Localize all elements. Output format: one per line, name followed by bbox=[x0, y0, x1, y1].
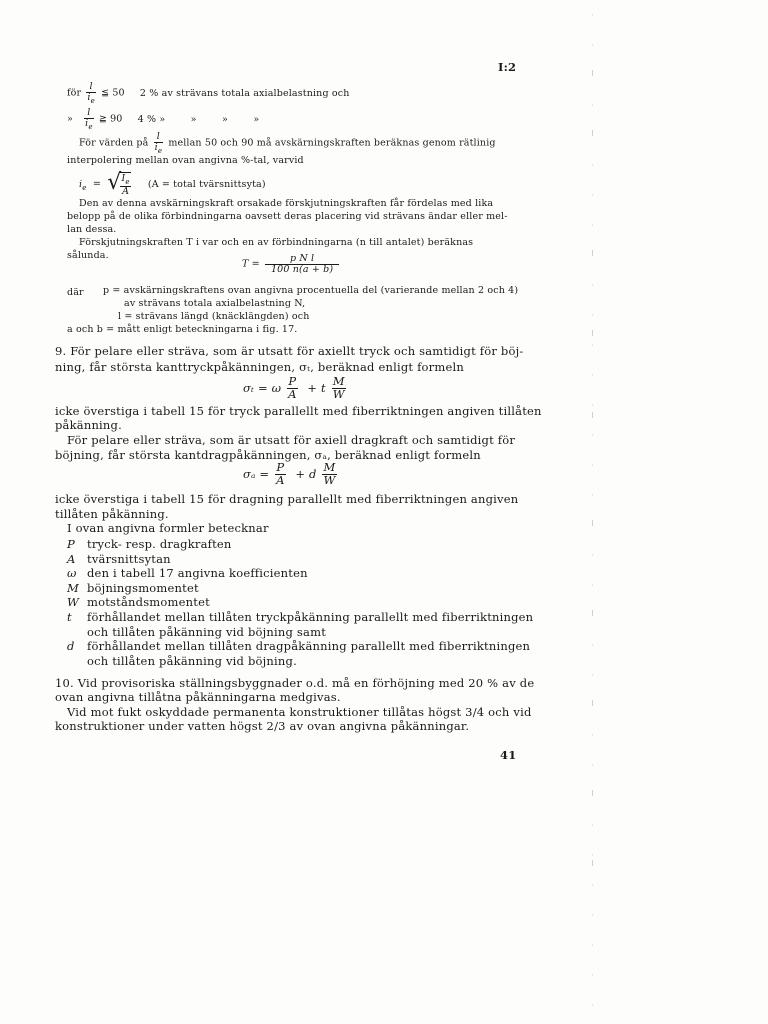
ratio-condition-line-1 bbox=[67, 82, 349, 104]
interpolation-line bbox=[79, 132, 496, 154]
f2-M: M bbox=[323, 460, 336, 474]
fraction-denominator: i bbox=[87, 91, 91, 103]
ratio-condition-line-2 bbox=[67, 108, 259, 130]
ratio-relation-2: ≧ 90 bbox=[98, 113, 123, 125]
scan-speck bbox=[592, 860, 593, 866]
ie-numerator-sub: e bbox=[125, 177, 130, 186]
definition-text: den i tabell 17 angivna koefficienten bbox=[87, 566, 308, 581]
scan-speck bbox=[592, 610, 593, 616]
definition-symbol: A bbox=[67, 551, 76, 566]
ie-base: i bbox=[79, 178, 83, 190]
paragraph-1-line-1: Den av denna avskärningskraft orsakade förskjutningskraften får fördelas med lika bbox=[79, 198, 494, 209]
ie-fraction bbox=[120, 174, 130, 196]
fraction-numerator-3: l bbox=[156, 131, 160, 142]
section-10-line-2: ovan angivna tillåtna påkänningarna medgivas. bbox=[55, 690, 341, 704]
ratio-relation-1: ≦ 50 bbox=[101, 87, 125, 99]
where-l-line: l = strävans längd (knäcklängden) och bbox=[118, 311, 310, 322]
f1-P-over-A bbox=[287, 376, 298, 400]
section-9-line-9: I ovan angivna formler betecknar bbox=[67, 521, 269, 535]
paragraph-1-line-3: lan dessa. bbox=[67, 224, 117, 235]
scan-speck bbox=[592, 520, 593, 526]
section-10-line-4: konstruktioner under vatten högst 2/3 av ovan angivna påkänningar. bbox=[55, 719, 470, 733]
fraction-denominator-2: i bbox=[85, 117, 89, 129]
section-9-line-5: För pelare eller sträva, som är utsatt för axiell dragkraft och samtidigt för bbox=[67, 433, 516, 447]
definition-text: tryck- resp. dragkraften bbox=[87, 537, 232, 551]
slenderness-fraction-2 bbox=[84, 108, 94, 130]
section-10-line-1: 10. Vid provisoriska ställningsbyggnader o.d. må en förhöjning med 20 % av de bbox=[55, 676, 535, 690]
definition-symbol: ω bbox=[67, 566, 77, 581]
scan-speck bbox=[592, 130, 593, 136]
fraction-denominator-sub-3: e bbox=[157, 146, 163, 155]
definition-text: förhållandet mellan tillåten dragpåkänning parallellt med fiberriktningen bbox=[87, 639, 531, 654]
T-lhs: T = bbox=[242, 258, 260, 270]
definition-symbol: W bbox=[67, 595, 80, 610]
definition-row bbox=[67, 625, 533, 640]
where-p-line-2: av strävans totala axialbelastning N, bbox=[124, 298, 306, 309]
section-9-line-4: påkänning. bbox=[55, 418, 122, 432]
scan-speck bbox=[592, 412, 593, 418]
fraction-denominator-sub-2: e bbox=[88, 122, 93, 131]
scan-speck bbox=[592, 330, 593, 336]
f1-plus: + t bbox=[303, 381, 326, 395]
section-9-line-8: tillåten påkänning. bbox=[55, 507, 169, 521]
fraction-numerator-2: l bbox=[87, 107, 91, 118]
definition-row bbox=[67, 654, 533, 669]
f1-P: P bbox=[288, 374, 297, 388]
square-root bbox=[107, 172, 130, 196]
T-denominator: 100 n(a + b) bbox=[265, 264, 339, 275]
ie-denominator: A bbox=[122, 185, 130, 197]
radical-sign: √ bbox=[107, 170, 122, 195]
ie-numerator: I bbox=[121, 173, 126, 184]
scan-speck bbox=[592, 250, 593, 256]
ditto-mark: » bbox=[67, 113, 73, 125]
radius-of-gyration-formula bbox=[79, 172, 266, 196]
ie-symbol bbox=[79, 179, 87, 190]
shear-force-formula bbox=[242, 254, 341, 274]
compression-formula bbox=[243, 376, 348, 400]
f1-A: A bbox=[288, 386, 297, 401]
T-fraction bbox=[265, 254, 339, 274]
definition-text: och tillåten påkänning vid böjning samt bbox=[87, 624, 327, 639]
interpolation-suffix: mellan 50 och 90 må avskärningskraften beräknas genom rätlinig bbox=[168, 137, 496, 149]
section-9-line-6: böjning, får största kantdragpåkänningen, σₐ, beräknad enligt formeln bbox=[55, 448, 481, 462]
f2-plus: + d bbox=[291, 467, 317, 481]
scan-speck bbox=[592, 790, 593, 796]
f2-lhs: σₐ = bbox=[243, 467, 270, 481]
f1-W: W bbox=[332, 386, 345, 401]
where-p-line: p = avskärningskraftens ovan angivna procentuella del (varierande mellan 2 och 4) bbox=[103, 285, 519, 296]
f2-P: P bbox=[276, 460, 285, 474]
definition-row bbox=[67, 639, 533, 654]
where-ab-line: a och b = mått enligt beteckningarna i fig. 17. bbox=[67, 324, 298, 335]
definition-row bbox=[67, 595, 533, 610]
slenderness-fraction-3 bbox=[154, 132, 164, 154]
section-10-line-3: Vid mot fukt oskyddade permanenta konstruktioner tillåtas högst 3/4 och vid bbox=[67, 705, 532, 719]
section-reference: I:2 bbox=[498, 60, 517, 74]
f1-M-over-W bbox=[332, 376, 346, 400]
definition-text: och tillåten påkänning vid böjning. bbox=[87, 653, 297, 668]
definition-text: förhållandet mellan tillåten tryckpåkänning parallellt med fiberriktningen bbox=[87, 609, 534, 624]
fraction-denominator-sub: e bbox=[90, 96, 95, 105]
fraction-denominator-3: i bbox=[154, 141, 158, 153]
f2-A: A bbox=[276, 472, 285, 487]
definition-row bbox=[67, 581, 533, 596]
ratio-text-1: 2 % av strävans totala axialbelastning och bbox=[139, 87, 350, 99]
definition-text: motståndsmomentet bbox=[87, 595, 210, 610]
section-9-line-1: 9. För pelare eller sträva, som är utsatt för axiellt tryck och samtidigt för böj- bbox=[55, 344, 524, 358]
symbol-definitions-list bbox=[67, 537, 533, 668]
scan-speck bbox=[592, 700, 593, 706]
definition-symbol: M bbox=[67, 580, 79, 595]
definition-row bbox=[67, 537, 533, 552]
f1-M: M bbox=[332, 374, 345, 388]
paragraph-2-line-1: Förskjutningskraften T i var och en av förbindningarna (n till antalet) beräknas bbox=[79, 237, 474, 248]
ie-sub: e bbox=[82, 183, 87, 192]
slenderness-fraction bbox=[86, 82, 96, 104]
definition-row bbox=[67, 566, 533, 581]
interpolation-prefix: För värden på bbox=[79, 137, 149, 149]
interpolation-line-2: interpolering mellan ovan angivna %-tal, varvid bbox=[67, 155, 304, 166]
definition-row bbox=[67, 610, 533, 625]
definition-symbol: d bbox=[67, 639, 75, 654]
f2-M-over-W bbox=[322, 462, 336, 486]
definition-text: böjningsmomentet bbox=[87, 580, 199, 595]
for-word: för bbox=[67, 87, 82, 99]
ratio-text-2: 4 % » » » » bbox=[137, 113, 260, 125]
f1-lhs: σₜ = ω bbox=[243, 381, 282, 395]
where-label: där bbox=[67, 287, 84, 298]
T-numerator: p N l bbox=[289, 253, 315, 264]
f2-W: W bbox=[323, 472, 336, 487]
section-9-line-2: ning, får största kanttryckpåkänningen, σₜ, beräknad enligt formeln bbox=[55, 360, 464, 374]
paragraph-1-line-2: belopp på de olika förbindningarna oavsett deras placering vid strävans ändar eller mel- bbox=[67, 211, 508, 222]
f2-P-over-A bbox=[275, 462, 286, 486]
definition-symbol: P bbox=[67, 537, 75, 551]
definition-symbol: t bbox=[67, 609, 72, 624]
section-9-line-3: icke överstiga i tabell 15 för tryck parallellt med fiberriktningen angiven tillåten bbox=[55, 404, 542, 418]
ie-equals: = bbox=[89, 178, 105, 190]
area-note: (A = total tvärsnittsyta) bbox=[147, 178, 266, 190]
definition-text: tvärsnittsytan bbox=[87, 551, 171, 566]
page-number: 41 bbox=[500, 748, 517, 762]
scan-speck bbox=[592, 70, 593, 76]
definition-row bbox=[67, 552, 533, 567]
scan-edge-artifact bbox=[592, 0, 593, 1024]
section-9-line-7: icke överstiga i tabell 15 för dragning parallellt med fiberriktningen angiven bbox=[55, 492, 519, 506]
fraction-numerator: l bbox=[89, 81, 93, 92]
paragraph-2-line-2: sålunda. bbox=[67, 250, 109, 261]
tension-formula bbox=[243, 462, 339, 486]
